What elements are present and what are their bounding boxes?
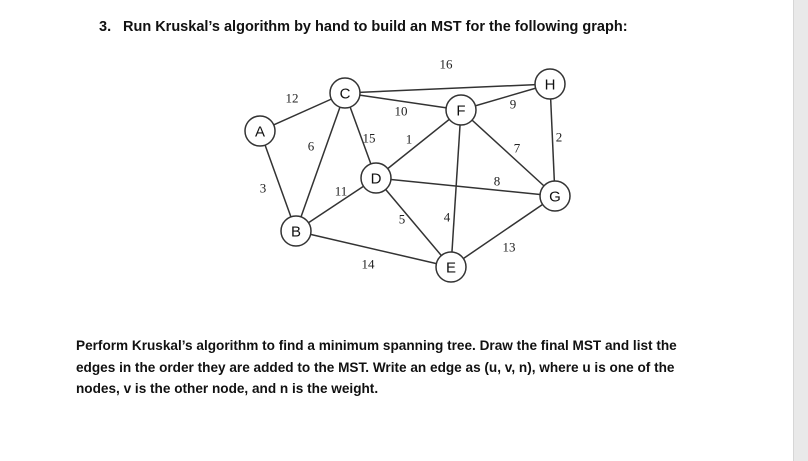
- vertical-scrollbar[interactable]: [793, 0, 808, 461]
- node-label: A: [254, 123, 266, 141]
- edge-weight-a-b: 3: [259, 180, 267, 196]
- edge-b-c: [296, 93, 345, 231]
- edge-weight-f-e: 4: [443, 209, 451, 225]
- edge-h-g: [550, 84, 555, 196]
- edge-weight-c-d: 15: [362, 130, 376, 146]
- edge-weight-c-f: 10: [394, 103, 408, 119]
- edge-weight-d-g: 8: [493, 173, 501, 189]
- edge-weight-e-g: 13: [502, 239, 516, 255]
- node-label: C: [339, 85, 351, 103]
- node-f: [446, 95, 476, 125]
- edge-weight-f-g: 7: [513, 140, 521, 156]
- question-number: 3.: [99, 19, 112, 35]
- node-label: D: [370, 170, 382, 188]
- node-label: F: [456, 102, 466, 120]
- instructions-line-3: nodes, v is the other node, and n is the weight.: [76, 381, 379, 396]
- edge-d-e: [376, 178, 451, 267]
- node-d: [361, 163, 391, 193]
- node-h: [535, 69, 565, 99]
- node-label: B: [290, 223, 302, 241]
- edge-f-g: [461, 110, 555, 196]
- edge-weight-d-f: 1: [405, 131, 413, 147]
- edge-weight-a-c: 12: [285, 90, 299, 106]
- edge-weight-b-c: 6: [307, 138, 315, 154]
- instructions-paragraph: [76, 335, 726, 400]
- edge-d-g: [376, 178, 555, 196]
- edge-weight-h-g: 2: [555, 129, 563, 145]
- instructions-line-2: edges in the order they are added to the MST. Write an edge as (u, v, n), where u is one of the: [76, 359, 675, 375]
- node-c: [330, 78, 360, 108]
- edge-weight-d-e: 5: [398, 211, 406, 227]
- node-b: [281, 216, 311, 246]
- node-g: [540, 181, 570, 211]
- edge-e-g: [451, 196, 555, 267]
- edge-c-h: [345, 84, 550, 93]
- edge-f-e: [451, 110, 461, 267]
- node-label: G: [549, 188, 561, 206]
- edge-weight-b-d: 11: [334, 183, 348, 199]
- instructions-line-1: Perform Kruskal’s algorithm to find a minimum spanning tree. Draw the final MST and list the: [76, 338, 677, 353]
- node-label: E: [445, 259, 457, 277]
- edge-weight-f-h: 9: [509, 96, 517, 112]
- edge-weight-c-h: 16: [439, 56, 453, 72]
- question-text: Run Kruskal’s algorithm by hand to build an MST for the following graph:: [123, 19, 628, 35]
- edge-weight-b-e: 14: [361, 256, 375, 272]
- node-label: H: [544, 76, 556, 94]
- node-e: [436, 252, 466, 282]
- edge-d-f: [376, 110, 461, 178]
- node-a: [245, 116, 275, 146]
